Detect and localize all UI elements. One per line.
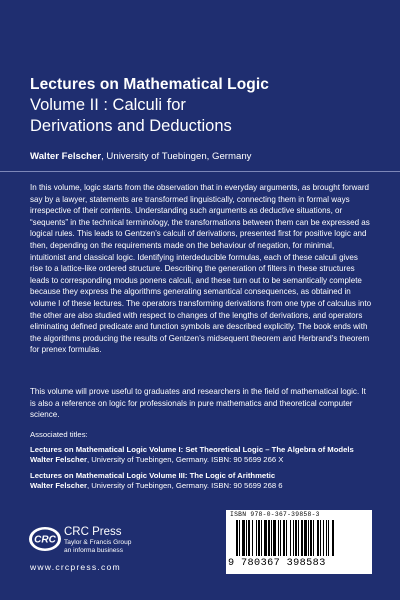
publisher-group: Taylor & Francis Group (64, 539, 132, 546)
associated-title-item (30, 471, 375, 491)
barcode-bar (328, 520, 329, 556)
barcode-bar (268, 520, 270, 556)
book-subtitle (30, 95, 380, 137)
barcode-number: 9 780367 398583 (228, 558, 326, 569)
barcode (236, 520, 368, 556)
barcode-bar (283, 520, 285, 556)
barcode-bar (248, 520, 250, 556)
barcode-bar (323, 520, 324, 556)
associated-title: Lectures on Mathematical Logic Volume I: Set Theoretical Logic – The Algebra of Models (30, 445, 354, 455)
barcode-bar (310, 520, 312, 556)
associated-titles (30, 430, 375, 496)
associated-author-line (30, 455, 375, 465)
publisher-url: www.crcpress.com (30, 562, 121, 572)
associated-title: Lectures on Mathematical Logic Volume III: The Logic of Arithmetic (30, 470, 276, 480)
barcode-bar (246, 520, 247, 556)
barcode-bar (313, 520, 314, 556)
author-line (30, 151, 380, 162)
barcode-bar (317, 520, 319, 556)
barcode-bar (264, 520, 267, 556)
associated-author: Walter Felscher (30, 480, 87, 490)
barcode-bar (256, 520, 257, 556)
subtitle-line-1: Volume II : Calculi for (30, 96, 186, 114)
barcode-bar (308, 520, 309, 556)
associated-details: , University of Tuebingen, Germany. ISBN: 90 5699 268 6 (86, 480, 283, 490)
barcode-bar (293, 520, 294, 556)
barcode-bar (295, 520, 297, 556)
barcode-bar (242, 520, 245, 556)
publisher-name: CRC Press (64, 526, 122, 538)
barcode-bar (273, 520, 276, 556)
barcode-bar (271, 520, 272, 556)
barcode-bar (290, 520, 291, 556)
barcode-bar (252, 520, 253, 556)
barcode-bar (304, 520, 307, 556)
barcode-bar (258, 520, 260, 556)
description-paragraph-2: This volume will prove useful to graduates and researchers in the field of mathematical logic. It is also a reference on logic for professionals in pure mathematics and theoretical computer science. (30, 387, 366, 420)
author-affiliation: , University of Tuebingen, Germany (101, 151, 252, 162)
divider (0, 171, 400, 172)
barcode-bar (239, 520, 240, 556)
subtitle-line-2: Derivations and Deductions (30, 117, 232, 135)
isbn-label: ISBN 978-0-367-39858-3 (230, 511, 320, 518)
publisher-business: an informa business (64, 547, 124, 554)
barcode-bar (236, 520, 238, 556)
barcode-bar (286, 520, 287, 556)
associated-author-line (30, 481, 375, 491)
barcode-bar (326, 520, 327, 556)
associated-title-item (30, 445, 375, 465)
book-title: Lectures on Mathematical Logic (30, 76, 269, 93)
logo-text: CRC (34, 534, 56, 546)
barcode-bar (280, 520, 281, 556)
barcode-bar (301, 520, 303, 556)
author-name: Walter Felscher (30, 151, 102, 162)
description-paragraph-1: In this volume, logic starts from the observation that in everyday arguments, as brought forward say by a lawyer, statements are transformed linguistically, connecting them in formal ways irrespective of their contents. Understanding such arguments as deductive situations, or “sequents” in the technical terminology, the transformations between them can be expressed as logical rules. This leads to Gentzen’s calculi of derivations, presented first for positive logic and then, depending on the requirements made on the behaviour of negation, for minimal, intuitionist and classical logic. Identifying interdeducible formulas, each of these calculi gives rise to a lattice-like ordered structure. Describing the generation of filters in these structures leads to corresponding modus ponens calculi, and these turn out to be semantically complete because they express the algorithms generating semantical consequences, as obtained in volume I of these lectures. The operators transforming derivations from one type of calculus into the other are also studied with respect to changes of the lengths of derivations, and operators eliminating defined predicate and function symbols are described explicitly. The book ends with the algorithms producing the results of Gentzen’s midsequent theorem and Herbrand’s theorem for prenex formulas. (30, 183, 372, 355)
barcode-bar (298, 520, 299, 556)
barcode-bar (278, 520, 279, 556)
crc-press-logo (28, 526, 62, 552)
associated-details: , University of Tuebingen, Germany. ISBN: 90 5699 266 X (86, 455, 284, 465)
associated-titles-label: Associated titles: (30, 430, 88, 439)
barcode-bar (261, 520, 262, 556)
associated-author: Walter Felscher (30, 455, 87, 465)
publisher-block (64, 526, 174, 555)
barcode-bar (320, 520, 321, 556)
barcode-bar (332, 520, 334, 556)
